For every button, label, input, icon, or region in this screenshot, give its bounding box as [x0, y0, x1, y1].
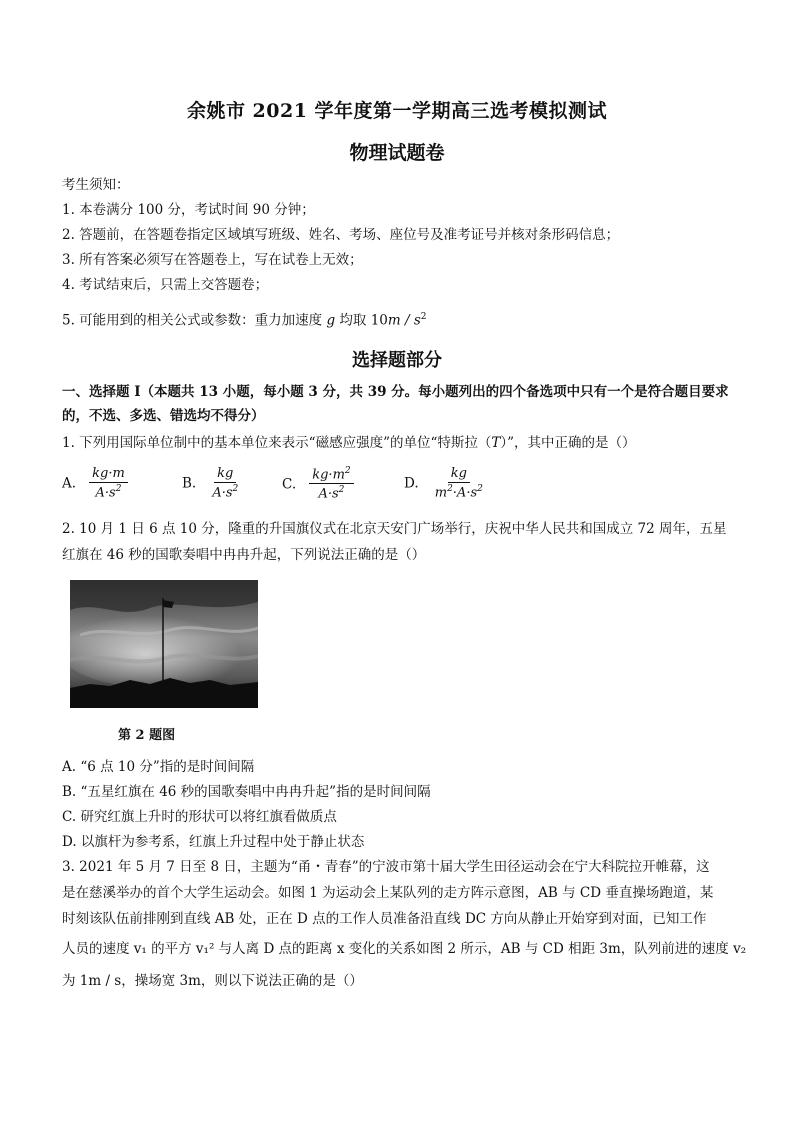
q1-option-b-den: A·s: [212, 485, 233, 501]
q1-option-b-num: kg: [217, 466, 234, 481]
q1-option-c-num: kg·m: [312, 467, 345, 483]
note-item-5-exp: 2: [420, 312, 427, 322]
q1-option-d-num: kg: [450, 466, 467, 481]
q1-option-b-den-exp: 2: [232, 484, 239, 494]
section-instruction-1: 一、选择题 I（本题共 13 小题，每小题 3 分，共 39 分。每小题列出的四个备选项中只有一个是符合题目要求: [62, 384, 729, 400]
note-item-3: 3. 所有答案必须写在答题卷上，写在试卷上无效；: [62, 252, 363, 268]
notes-heading: 考生须知：: [62, 177, 130, 193]
q1-option-c-label: C.: [282, 476, 297, 493]
q1-stem-T: T: [491, 435, 501, 451]
q1-option-a-label: A.: [62, 475, 77, 492]
q1-option-d-den-exp: 2: [447, 484, 453, 494]
q1-option-c-den-exp: 2: [338, 485, 345, 496]
q1-option-c-den: A·s: [318, 486, 339, 502]
section-title: 选择题部分: [352, 350, 442, 371]
q1-stem: [62, 434, 636, 452]
q1-option-b-label: B.: [182, 475, 197, 492]
q2-option-b: B. “五星红旗在 46 秒的国歌奏唱中冉冉升起”指的是时间间隔: [62, 784, 431, 800]
q1-option-c: [282, 466, 354, 502]
q1-option-a-den: A·s: [95, 485, 116, 501]
q1-option-a-num: kg·m: [92, 466, 125, 481]
q1-option-b-fraction: [209, 466, 241, 500]
q1-option-b: [182, 466, 241, 500]
note-item-5-tail: 均取 10: [339, 312, 388, 329]
q1-option-d-label: D.: [404, 475, 419, 492]
q1-option-d: [404, 466, 486, 500]
note-item-1: 1. 本卷满分 100 分，考试时间 90 分钟；: [62, 202, 315, 218]
q1-stem-b: ）”，其中正确的是（）: [500, 435, 636, 451]
q1-option-d-den-tail: ·A·s: [452, 485, 478, 501]
note-item-5-g: g: [326, 312, 336, 329]
q1-option-a-den-exp: 2: [115, 484, 122, 494]
exam-title: 余姚市 2021 学年度第一学期高三选考模拟测试: [186, 100, 608, 122]
note-item-5-text: 5. 可能用到的相关公式或参数：重力加速度: [62, 312, 323, 329]
q1-option-a-fraction: [89, 466, 128, 500]
q1-option-c-fraction: [309, 466, 353, 502]
q3-line2: 是在慈溪举办的首个大学生运动会。如图 1 为运动会上某队列的走方阵示意图，AB 与 CD 垂直操场跑道，某: [62, 885, 714, 901]
q2-flag-photo: [70, 580, 258, 708]
q2-stem-line2: 红旗在 46 秒的国歌奏唱中冉冉升起，下列说法正确的是（）: [62, 547, 426, 563]
q3-line3: 时刻该队伍前排刚到直线 AB 处，正在 D 点的工作人员准备沿直线 DC 方向从静止开始穿到对面，已知工作: [62, 911, 707, 927]
note-item-2: 2. 答题前，在答题卷指定区域填写班级、姓名、考场、座位号及准考证号并核对条形码信息；: [62, 227, 620, 243]
q1-option-c-num-exp: 2: [344, 466, 351, 476]
note-item-5-unit: m / s: [387, 312, 421, 329]
q2-figure-caption: 第 2 题图: [118, 728, 176, 743]
q2-option-d: D. 以旗杆为参考系，红旗上升过程中处于静止状态: [62, 834, 365, 850]
q3-line4: 人员的速度 v₁ 的平方 v₁² 与人离 D 点的距离 x 变化的关系如图 2 所示，AB 与 CD 相距 3m，队列前进的速度 v₂: [62, 941, 747, 957]
q1-stem-a: 1. 下列用国际单位制中的基本单位来表示“磁感应强度”的单位“特斯拉（: [62, 435, 492, 451]
q2-stem-line1: 2. 10 月 1 日 6 点 10 分，隆重的升国旗仪式在北京天安门广场举行，庆祝中华人民共和国成立 72 周年，五星: [62, 521, 727, 537]
q1-option-d-fraction: [432, 466, 486, 500]
q3-line5: 为 1m / s，操场宽 3m，则以下说法正确的是（）: [62, 973, 363, 989]
exam-subtitle: 物理试题卷: [349, 142, 445, 164]
q1-option-a: [62, 466, 128, 500]
note-item-4: 4. 考试结束后，只需上交答题卷；: [62, 277, 269, 293]
note-item-5: [62, 308, 427, 330]
q3-line1: 3. 2021 年 5 月 7 日至 8 日，主题为“甬・青春”的宁波市第十届大学生田径运动会在宁大科院拉开帷幕，这: [62, 859, 710, 875]
q2-option-c: C. 研究红旗上升时的形状可以将红旗看做质点: [62, 809, 337, 825]
flag-ceremony-image: [70, 580, 258, 708]
q2-option-a: A. “6 点 10 分”指的是时间间隔: [62, 759, 255, 775]
section-instruction-2: 的，不选、多选、错选均不得分）: [62, 408, 265, 424]
q1-option-d-den-tail-exp: 2: [477, 484, 483, 494]
q1-option-d-den: m: [434, 485, 448, 501]
